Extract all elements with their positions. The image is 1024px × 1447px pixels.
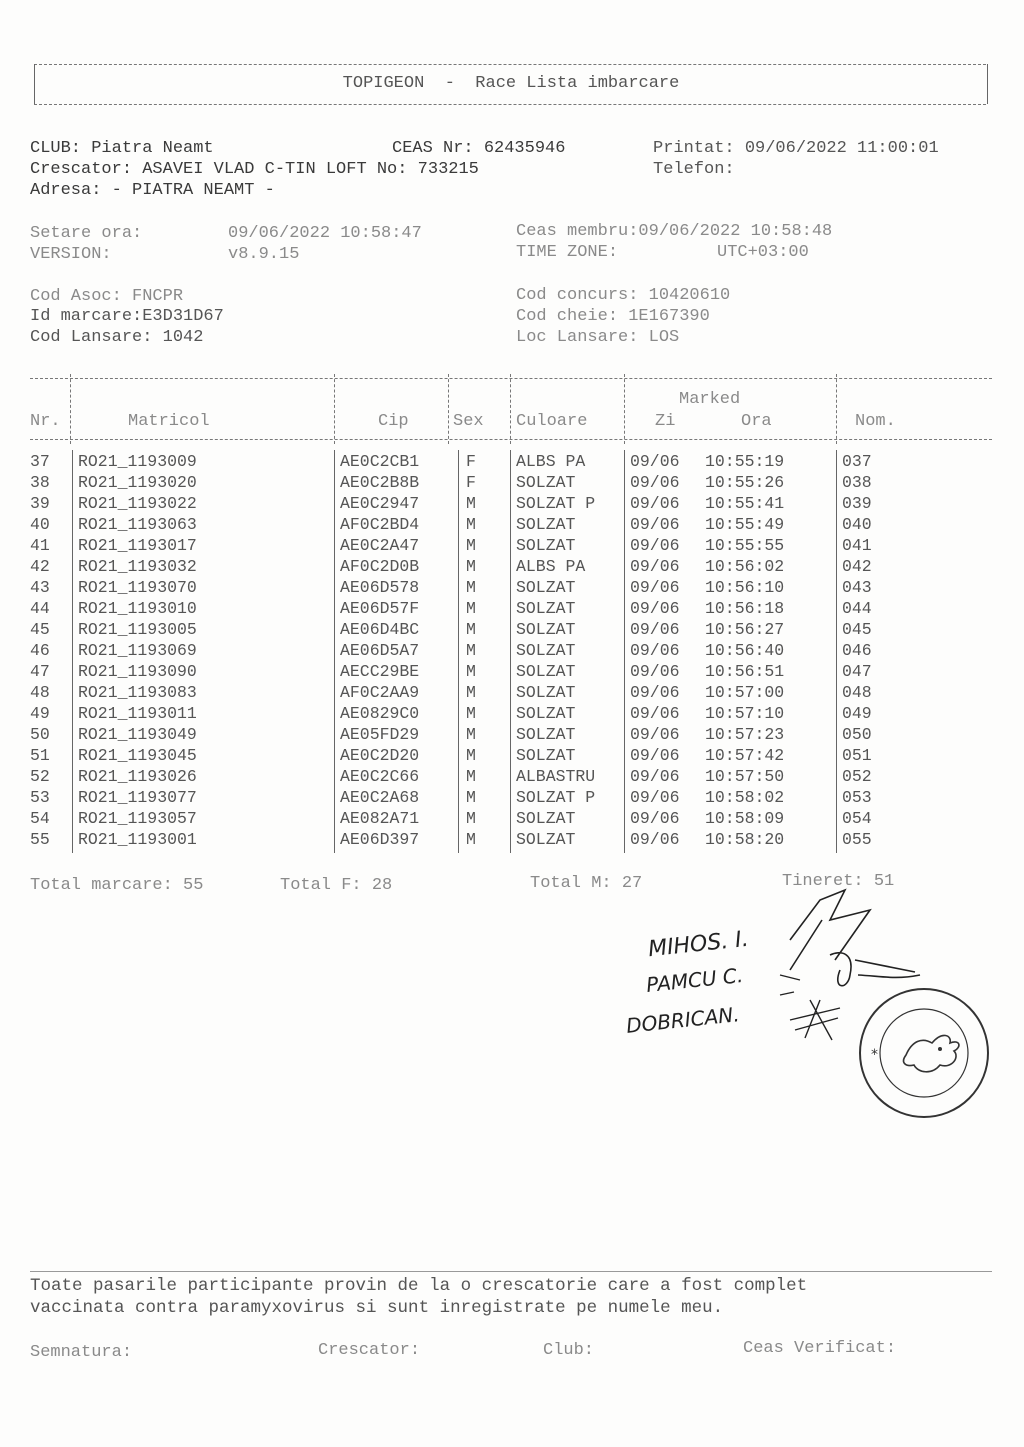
cell-cip: AE06D4BC	[340, 620, 420, 639]
cell-sex: M	[466, 830, 476, 849]
cell-ora: 10:56:10	[705, 578, 785, 597]
cell-nom: 051	[842, 746, 872, 765]
cell-zi: 09/06	[630, 578, 680, 597]
club-signature-label: Club:	[543, 1341, 595, 1360]
cell-matricol: RO21_1193045	[78, 746, 197, 765]
cell-zi: 09/06	[630, 725, 680, 744]
cell-zi: 09/06	[630, 641, 680, 660]
cell-cip: AF0C2BD4	[340, 515, 420, 534]
header-bottom-rule	[30, 439, 992, 440]
cell-cip: AE0C2C66	[340, 767, 420, 786]
cell-culoare: SOLZAT	[516, 725, 576, 744]
footer-statement-1: Toate pasarile participante provin de la o crescatorie care a fost complet	[30, 1276, 808, 1296]
cell-cip: AE0C2CB1	[340, 452, 420, 471]
table-row	[0, 599, 1024, 620]
cell-cip: AE0C2D20	[340, 746, 420, 765]
cell-sex: F	[466, 452, 476, 471]
cell-matricol: RO21_1193057	[78, 809, 197, 828]
column-divider	[510, 450, 511, 853]
club-label: CLUB: Piatra Neamt	[30, 139, 214, 158]
table-row	[0, 704, 1024, 725]
footer-top-rule	[30, 1271, 992, 1272]
cell-culoare: SOLZAT	[516, 641, 576, 660]
cell-cip: AECC29BE	[340, 662, 420, 681]
table-row	[0, 578, 1024, 599]
header-divider	[448, 374, 449, 444]
col-header-nom: Nom.	[855, 412, 896, 431]
handwritten-name-1: MIHOS. I.	[646, 926, 750, 963]
footer-statement-2: vaccinata contra paramyxovirus si sunt inregistrate pe numele meu.	[30, 1298, 724, 1318]
column-divider	[624, 450, 625, 853]
cell-sex: M	[466, 725, 476, 744]
cell-nom: 048	[842, 683, 872, 702]
cell-nr: 41	[30, 536, 50, 555]
cell-ora: 10:56:27	[705, 620, 785, 639]
cell-ora: 10:56:51	[705, 662, 785, 681]
handwritten-name-3: DOBRICAN.	[625, 1002, 741, 1038]
cell-cip: AE05FD29	[340, 725, 420, 744]
cell-zi: 09/06	[630, 494, 680, 513]
table-row	[0, 683, 1024, 704]
table-row	[0, 494, 1024, 515]
cell-culoare: SOLZAT	[516, 599, 576, 618]
col-header-matricol: Matricol	[128, 412, 210, 431]
cell-ora: 10:55:49	[705, 515, 785, 534]
cell-nom: 037	[842, 452, 872, 471]
timezone-label: TIME ZONE:	[516, 243, 619, 262]
cell-nr: 47	[30, 662, 50, 681]
cell-nr: 44	[30, 599, 50, 618]
cell-culoare: ALBASTRU	[516, 767, 596, 786]
ceas-membru: Ceas membru:09/06/2022 10:58:48	[516, 222, 833, 241]
cell-cip: AE06D397	[340, 830, 420, 849]
cell-culoare: SOLZAT	[516, 536, 576, 555]
cell-matricol: RO21_1193010	[78, 599, 197, 618]
cell-cip: AE06D5A7	[340, 641, 420, 660]
cell-nom: 050	[842, 725, 872, 744]
cell-matricol: RO21_1193063	[78, 515, 197, 534]
timezone-value: UTC+03:00	[717, 243, 809, 262]
total-tineret: Tineret: 51	[782, 872, 895, 891]
title-bottom-rule	[34, 104, 986, 105]
cell-nom: 043	[842, 578, 872, 597]
cell-culoare: SOLZAT P	[516, 494, 596, 513]
table-row	[0, 767, 1024, 788]
cell-matricol: RO21_1193011	[78, 704, 197, 723]
table-row	[0, 536, 1024, 557]
cell-nr: 43	[30, 578, 50, 597]
cell-ora: 10:57:00	[705, 683, 785, 702]
cell-sex: M	[466, 536, 476, 555]
ceas-number: CEAS Nr: 62435946	[392, 139, 566, 158]
cell-ora: 10:55:26	[705, 473, 785, 492]
telefon-label: Telefon:	[653, 160, 735, 179]
cell-cip: AE082A71	[340, 809, 420, 828]
cell-ora: 10:57:10	[705, 704, 785, 723]
crescator-info: Crescator: ASAVEI VLAD C-TIN LOFT No: 733215	[30, 160, 479, 179]
column-divider	[72, 450, 73, 853]
cell-matricol: RO21_1193009	[78, 452, 197, 471]
cell-matricol: RO21_1193070	[78, 578, 197, 597]
cell-zi: 09/06	[630, 515, 680, 534]
cell-zi: 09/06	[630, 746, 680, 765]
table-row	[0, 725, 1024, 746]
cell-sex: M	[466, 515, 476, 534]
cell-matricol: RO21_1193020	[78, 473, 197, 492]
cell-ora: 10:55:41	[705, 494, 785, 513]
setare-ora-label: Setare ora:	[30, 224, 143, 243]
cell-ora: 10:56:18	[705, 599, 785, 618]
cell-ora: 10:58:20	[705, 830, 785, 849]
col-header-nr: Nr.	[30, 412, 61, 431]
cell-nom: 049	[842, 704, 872, 723]
cell-nr: 52	[30, 767, 50, 786]
column-divider	[334, 450, 335, 853]
col-header-culoare: Culoare	[516, 412, 588, 431]
cod-cheie: Cod cheie: 1E167390	[516, 307, 710, 326]
stamp-star: *	[871, 1047, 878, 1063]
cell-ora: 10:56:40	[705, 641, 785, 660]
cell-nr: 45	[30, 620, 50, 639]
table-row	[0, 557, 1024, 578]
cell-nr: 50	[30, 725, 50, 744]
cell-sex: M	[466, 746, 476, 765]
total-f: Total F: 28	[280, 876, 393, 895]
col-header-marked: Marked	[679, 390, 741, 409]
header-divider	[624, 374, 625, 444]
cell-sex: F	[466, 473, 476, 492]
cell-zi: 09/06	[630, 704, 680, 723]
table-row	[0, 662, 1024, 683]
cell-nom: 055	[842, 830, 872, 849]
cell-nr: 37	[30, 452, 50, 471]
cell-nr: 46	[30, 641, 50, 660]
cell-matricol: RO21_1193005	[78, 620, 197, 639]
crescator-signature-label: Crescator:	[318, 1341, 421, 1360]
cell-cip: AE0C2A68	[340, 788, 420, 807]
cell-sex: M	[466, 767, 476, 786]
table-top-rule	[30, 378, 992, 379]
cell-nom: 040	[842, 515, 872, 534]
cell-zi: 09/06	[630, 473, 680, 492]
cell-nom: 046	[842, 641, 872, 660]
table-row	[0, 452, 1024, 473]
adresa-info: Adresa: - PIATRA NEAMT -	[30, 181, 275, 200]
cell-cip: AE06D57F	[340, 599, 420, 618]
cell-matricol: RO21_1193049	[78, 725, 197, 744]
cell-matricol: RO21_1193032	[78, 557, 197, 576]
cell-nr: 39	[30, 494, 50, 513]
cell-matricol: RO21_1193022	[78, 494, 197, 513]
cell-zi: 09/06	[630, 452, 680, 471]
col-header-cip: Cip	[378, 412, 409, 431]
cell-nom: 053	[842, 788, 872, 807]
cell-sex: M	[466, 662, 476, 681]
cell-cip: AE0C2947	[340, 494, 420, 513]
cell-sex: M	[466, 578, 476, 597]
ceas-verificat-label: Ceas Verificat:	[743, 1339, 897, 1358]
cell-sex: M	[466, 494, 476, 513]
cell-culoare: SOLZAT	[516, 578, 576, 597]
cell-nr: 40	[30, 515, 50, 534]
table-row	[0, 620, 1024, 641]
cell-culoare: ALBS PA	[516, 557, 586, 576]
column-divider	[458, 450, 459, 853]
cell-culoare: SOLZAT	[516, 515, 576, 534]
cell-matricol: RO21_1193069	[78, 641, 197, 660]
id-marcare: Id marcare:E3D31D67	[30, 307, 224, 326]
col-header-ora: Ora	[741, 412, 772, 431]
cell-ora: 10:58:02	[705, 788, 785, 807]
cell-sex: M	[466, 641, 476, 660]
cod-lansare: Cod Lansare: 1042	[30, 328, 204, 347]
cell-matricol: RO21_1193083	[78, 683, 197, 702]
cell-nr: 55	[30, 830, 50, 849]
cell-nom: 041	[842, 536, 872, 555]
cell-nr: 51	[30, 746, 50, 765]
cell-nr: 49	[30, 704, 50, 723]
club-stamp	[856, 985, 992, 1121]
cell-ora: 10:58:09	[705, 809, 785, 828]
cell-matricol: RO21_1193017	[78, 536, 197, 555]
cell-nom: 042	[842, 557, 872, 576]
cell-culoare: SOLZAT P	[516, 788, 596, 807]
cell-sex: M	[466, 788, 476, 807]
cell-nr: 48	[30, 683, 50, 702]
cell-culoare: SOLZAT	[516, 809, 576, 828]
cell-nr: 38	[30, 473, 50, 492]
column-divider	[836, 450, 837, 853]
cell-zi: 09/06	[630, 620, 680, 639]
signature-label: Semnatura:	[30, 1343, 133, 1362]
cell-cip: AF0C2D0B	[340, 557, 420, 576]
table-row	[0, 515, 1024, 536]
printed-date: Printat: 09/06/2022 11:00:01	[653, 139, 939, 158]
cell-sex: M	[466, 704, 476, 723]
cell-culoare: SOLZAT	[516, 473, 576, 492]
cell-nom: 054	[842, 809, 872, 828]
cell-ora: 10:57:23	[705, 725, 785, 744]
cell-zi: 09/06	[630, 662, 680, 681]
cell-sex: M	[466, 809, 476, 828]
version-label: VERSION:	[30, 245, 112, 264]
cell-ora: 10:55:55	[705, 536, 785, 555]
cell-sex: M	[466, 683, 476, 702]
table-row	[0, 788, 1024, 809]
cell-ora: 10:56:02	[705, 557, 785, 576]
cell-culoare: ALBS PA	[516, 452, 586, 471]
cell-zi: 09/06	[630, 788, 680, 807]
cell-cip: AF0C2AA9	[340, 683, 420, 702]
total-marcare: Total marcare: 55	[30, 876, 204, 895]
cell-matricol: RO21_1193026	[78, 767, 197, 786]
cell-culoare: SOLZAT	[516, 830, 576, 849]
cell-cip: AE0C2A47	[340, 536, 420, 555]
cell-nom: 038	[842, 473, 872, 492]
cod-asoc: Cod Asoc: FNCPR	[30, 287, 184, 306]
cell-cip: AE0C2B8B	[340, 473, 420, 492]
table-row	[0, 830, 1024, 851]
table-row	[0, 641, 1024, 662]
cell-sex: M	[466, 557, 476, 576]
cod-concurs: Cod concurs: 10420610	[516, 286, 731, 305]
cell-ora: 10:57:42	[705, 746, 785, 765]
title-box	[34, 64, 988, 104]
cell-zi: 09/06	[630, 536, 680, 555]
cell-matricol: RO21_1193077	[78, 788, 197, 807]
version-value: v8.9.15	[228, 245, 300, 264]
cell-zi: 09/06	[630, 809, 680, 828]
cell-nom: 044	[842, 599, 872, 618]
cell-nom: 047	[842, 662, 872, 681]
page-title: TOPIGEON - Race Lista imbarcare	[342, 74, 680, 93]
cell-culoare: SOLZAT	[516, 683, 576, 702]
table-row	[0, 809, 1024, 830]
cell-matricol: RO21_1193090	[78, 662, 197, 681]
cell-nr: 53	[30, 788, 50, 807]
cell-ora: 10:57:50	[705, 767, 785, 786]
cell-zi: 09/06	[630, 767, 680, 786]
cell-culoare: SOLZAT	[516, 620, 576, 639]
cell-sex: M	[466, 620, 476, 639]
cell-zi: 09/06	[630, 599, 680, 618]
cell-ora: 10:55:19	[705, 452, 785, 471]
cell-matricol: RO21_1193001	[78, 830, 197, 849]
cell-sex: M	[466, 599, 476, 618]
header-divider	[70, 374, 71, 444]
loc-lansare: Loc Lansare: LOS	[516, 328, 680, 347]
cell-cip: AE0829C0	[340, 704, 420, 723]
cell-nr: 42	[30, 557, 50, 576]
cell-nom: 045	[842, 620, 872, 639]
cell-nr: 54	[30, 809, 50, 828]
cell-culoare: SOLZAT	[516, 704, 576, 723]
total-m: Total M: 27	[530, 874, 643, 893]
setare-ora-value: 09/06/2022 10:58:47	[228, 224, 422, 243]
header-divider	[510, 374, 511, 444]
col-header-sex: Sex	[453, 412, 484, 431]
cell-culoare: SOLZAT	[516, 746, 576, 765]
cell-culoare: SOLZAT	[516, 662, 576, 681]
cell-zi: 09/06	[630, 683, 680, 702]
cell-nom: 052	[842, 767, 872, 786]
table-row	[0, 473, 1024, 494]
header-divider	[334, 374, 335, 444]
header-divider	[836, 374, 837, 444]
cell-zi: 09/06	[630, 557, 680, 576]
col-header-zi: Zi	[655, 412, 676, 431]
cell-zi: 09/06	[630, 830, 680, 849]
cell-cip: AE06D578	[340, 578, 420, 597]
cell-nom: 039	[842, 494, 872, 513]
table-row	[0, 746, 1024, 767]
handwritten-name-2: PAMCU C.	[645, 962, 745, 998]
